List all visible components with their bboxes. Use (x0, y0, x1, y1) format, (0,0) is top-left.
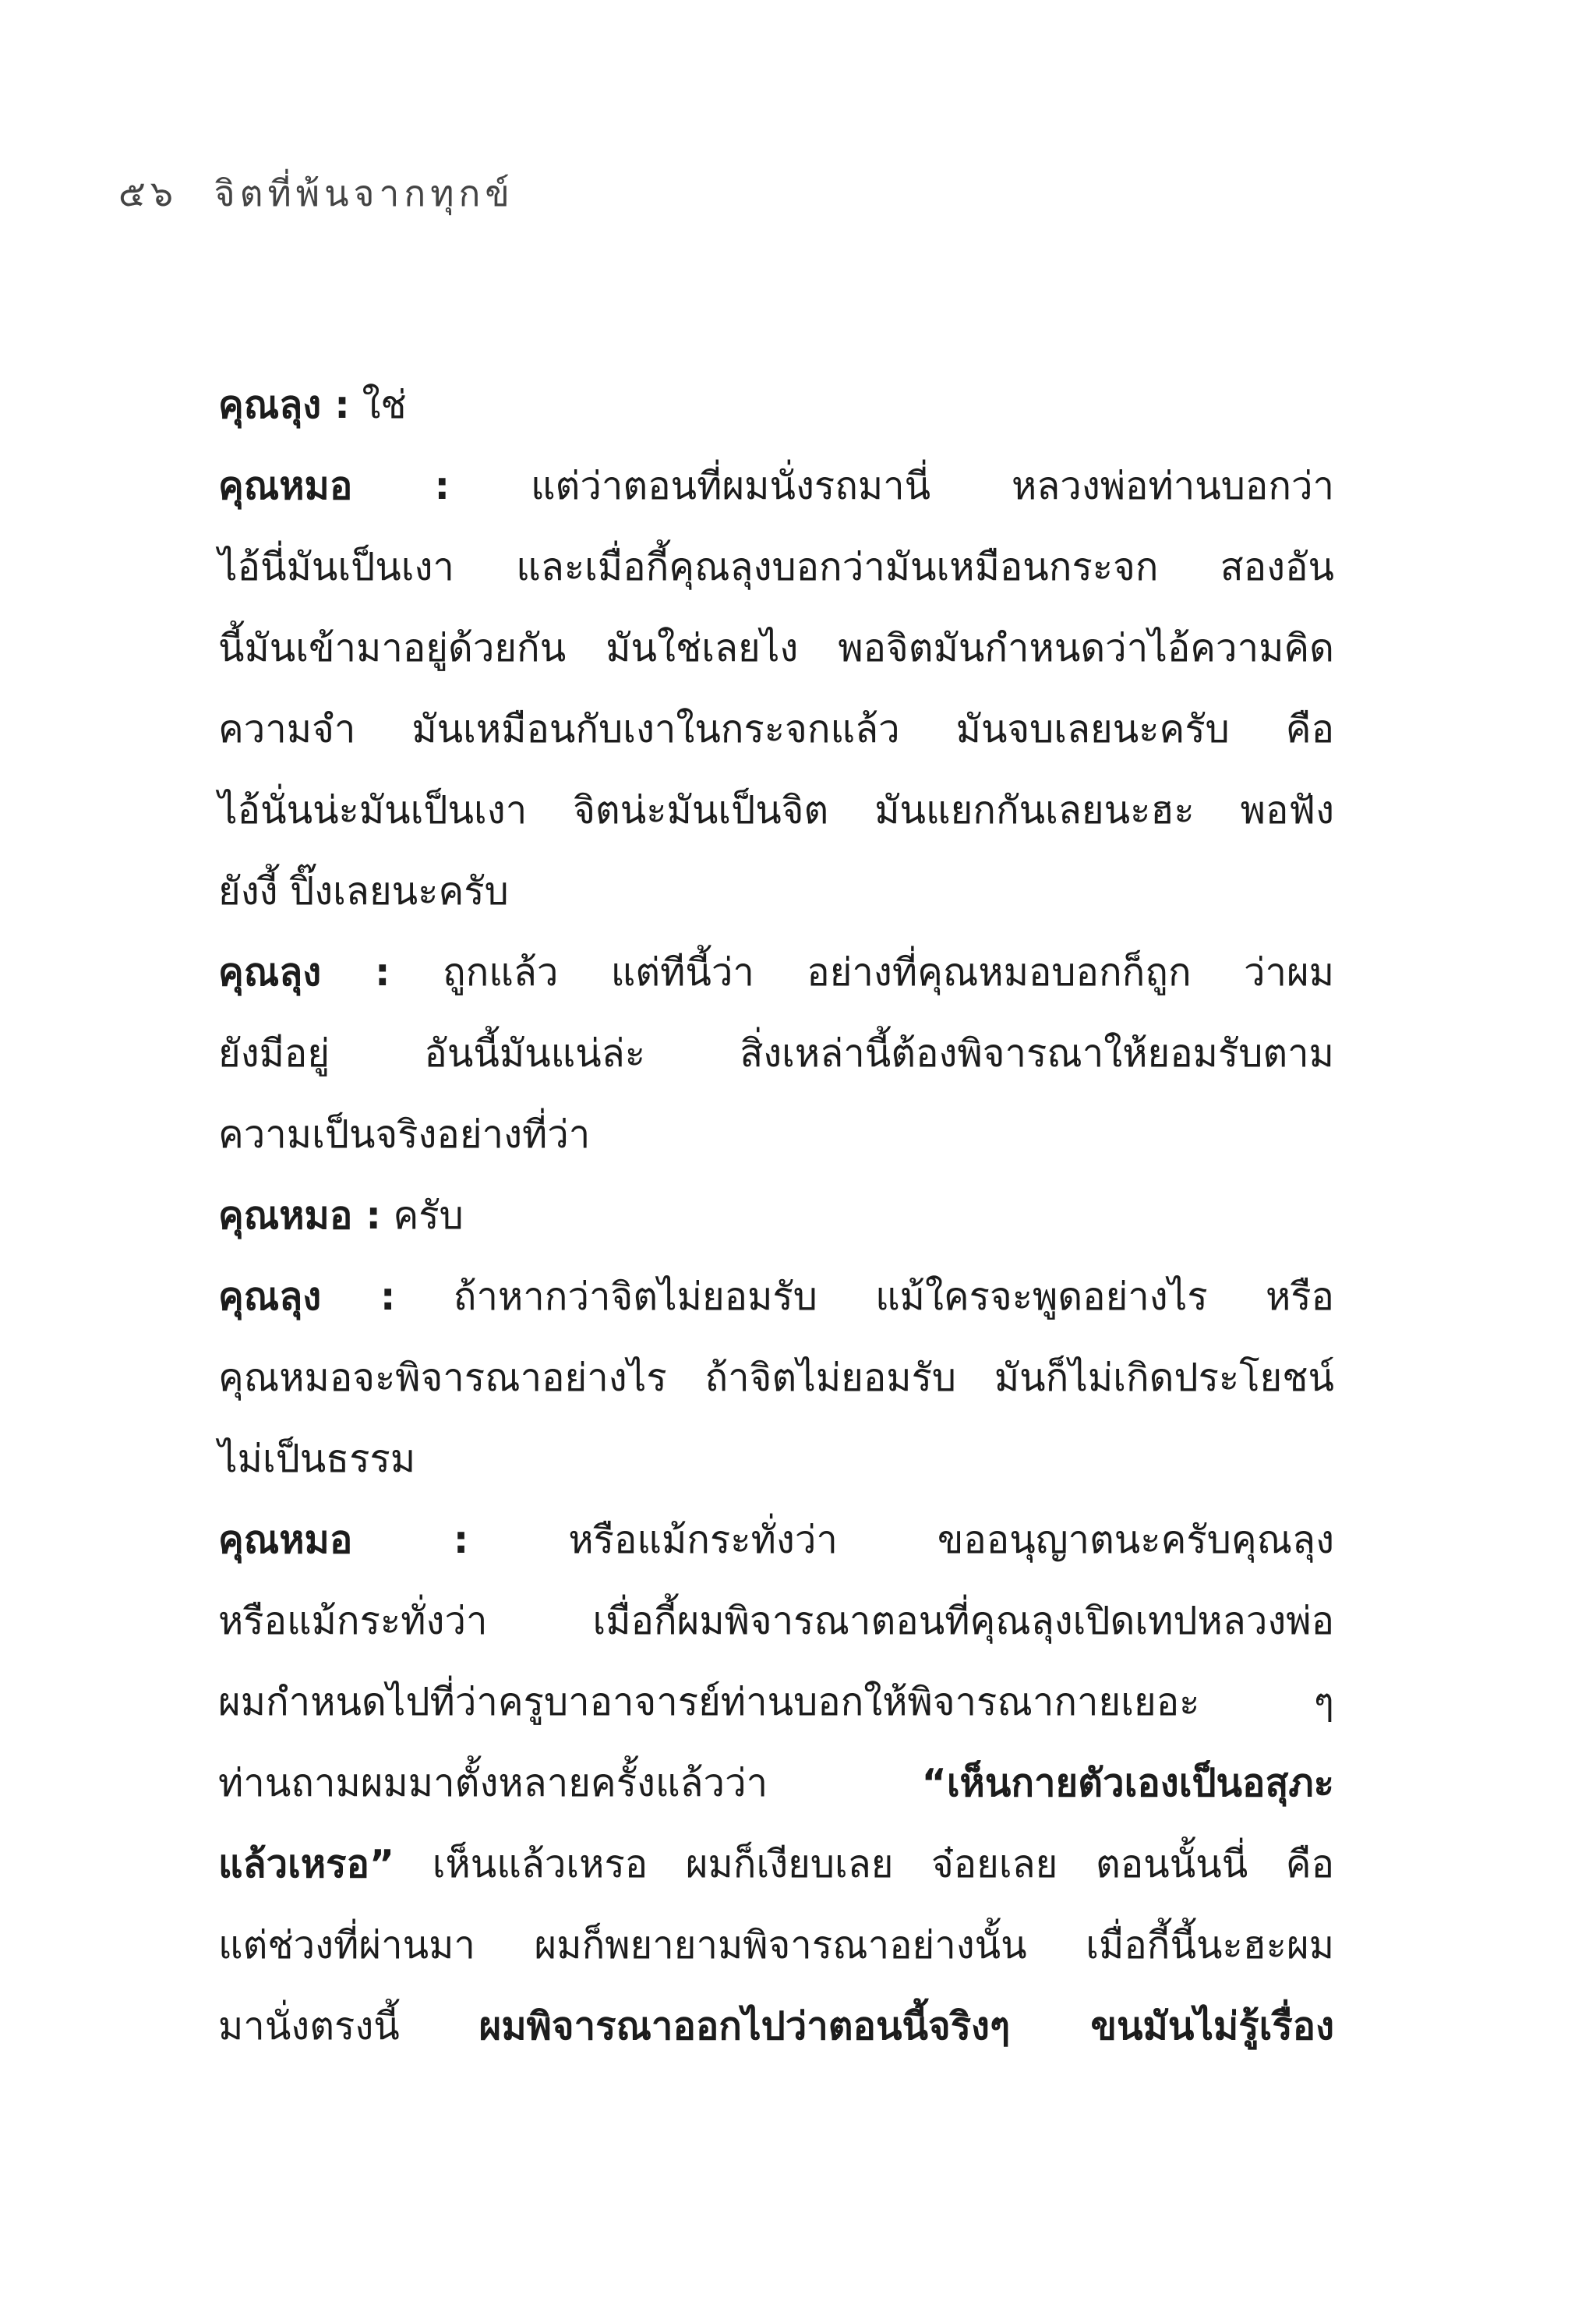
paragraph-text: ใช่ (362, 383, 407, 427)
speaker-label: คุณหมอ : (218, 464, 450, 508)
text-line (218, 365, 1334, 446)
speaker-label: คุณลุง : (218, 1274, 396, 1319)
speaker-label: คุณลุง : (218, 383, 350, 427)
text-line (218, 932, 1334, 1013)
text-line: แต่ช่วงที่ผ่านมา ผมก็พยายามพิจารณาอย่างนั้น เมื่อกี้นี้นะฮะผม (218, 1923, 1334, 1967)
text-line (108, 1824, 1334, 1905)
paragraph-text: ท่านถามผมมาตั้งหลายครั้งแล้วว่า (218, 1761, 768, 1805)
text-line: หรือแม้กระทั่งว่า เมื่อกี้ผมพิจารณาตอนที่คุณลุงเปิดเทปหลวงพ่อ (218, 1599, 1334, 1643)
paragraph-text: หรือแม้กระทั่งว่า ขออนุญาตนะครับคุณลุง (568, 1518, 1335, 1562)
dialogue-paragraph (218, 1175, 1334, 1257)
bold-quote: “เห็นกายตัวเองเป็นอสุภะ (921, 1761, 1334, 1805)
text-line: ไอ้นี่มันเป็นเงา และเมื่อกี้คุณลุงบอกว่ามันเหมือนกระจก สองอัน (218, 545, 1334, 589)
dialogue-paragraph (218, 365, 1334, 446)
book-title: จิตที่พ้นจากทุกข์ (214, 172, 514, 214)
text-line: นี้มันเข้ามาอยู่ด้วยกัน มันใช่เลยไง พอจิตมันกำหนดว่าไอ้ความคิด (218, 626, 1334, 670)
paragraph-text: ครับ (393, 1193, 464, 1238)
dialogue-body (218, 365, 1334, 2067)
text-line: ความเป็นจริงอย่างที่ว่า (218, 1112, 591, 1157)
text-line (218, 446, 1334, 527)
text-line (108, 1986, 1334, 2067)
text-line (218, 1257, 1334, 1338)
text-line (218, 1500, 1334, 1581)
text-line: ไม่เป็นธรรม (218, 1437, 416, 1481)
text-line: คุณหมอจะพิจารณาอย่างไร ถ้าจิตไม่ยอมรับ มันก็ไม่เกิดประโยชน์ (218, 1356, 1334, 1400)
speaker-label: คุณหมอ : (218, 1518, 469, 1562)
text-line: ยังงี้ ปิ๊งเลยนะครับ (218, 869, 509, 914)
text-line (108, 1743, 1334, 1824)
running-head (118, 165, 514, 222)
text-line: ยังมีอยู่ อันนี้มันแน่ล่ะ สิ่งเหล่านี้ต้องพิจารณาให้ยอมรับตาม (218, 1031, 1334, 1076)
dialogue-paragraph (218, 932, 1334, 1175)
text-line: ความจำ มันเหมือนกับเงาในกระจกแล้ว มันจบเลยนะครับ คือ (218, 707, 1334, 751)
bold-quote: แล้วเหรอ” (218, 1842, 395, 1886)
paragraph-text: ถูกแล้ว แต่ทีนี้ว่า อย่างที่คุณหมอบอกก็ถูก ว่าผม (442, 950, 1334, 995)
page-number: ๕๖ (118, 172, 178, 214)
text-line (218, 1175, 1334, 1257)
paragraph-text: แต่ว่าตอนที่ผมนั่งรถมานี่ หลวงพ่อท่านบอกว่า (530, 464, 1335, 508)
dialogue-paragraph (218, 446, 1334, 932)
text-line: ไอ้นั่นน่ะมันเป็นเงา จิตน่ะมันเป็นจิต มันแยกกันเลยนะฮะ พอฟัง (218, 788, 1334, 833)
bold-emphasis: ผมพิจารณาออกไปว่าตอนนี้จริงๆ ขนมันไม่รู้เรื่อง (478, 2004, 1334, 2049)
paragraph-text: มานั่งตรงนี้ (218, 2004, 400, 2049)
paragraph-text: เห็นแล้วเหรอ ผมก็เงียบเลย จ๋อยเลย ตอนนั้นนี่ คือ (432, 1842, 1335, 1886)
dialogue-paragraph (218, 1500, 1334, 2067)
speaker-label: คุณหมอ : (218, 1193, 381, 1238)
speaker-label: คุณลุง : (218, 950, 390, 995)
paragraph-text: ถ้าหากว่าจิตไม่ยอมรับ แม้ใครจะพูดอย่างไร หรือ (453, 1274, 1334, 1319)
text-line: ผมกำหนดไปที่ว่าครูบาอาจารย์ท่านบอกให้พิจารณากายเยอะ ๆ (218, 1680, 1334, 1724)
dialogue-paragraph (218, 1257, 1334, 1500)
